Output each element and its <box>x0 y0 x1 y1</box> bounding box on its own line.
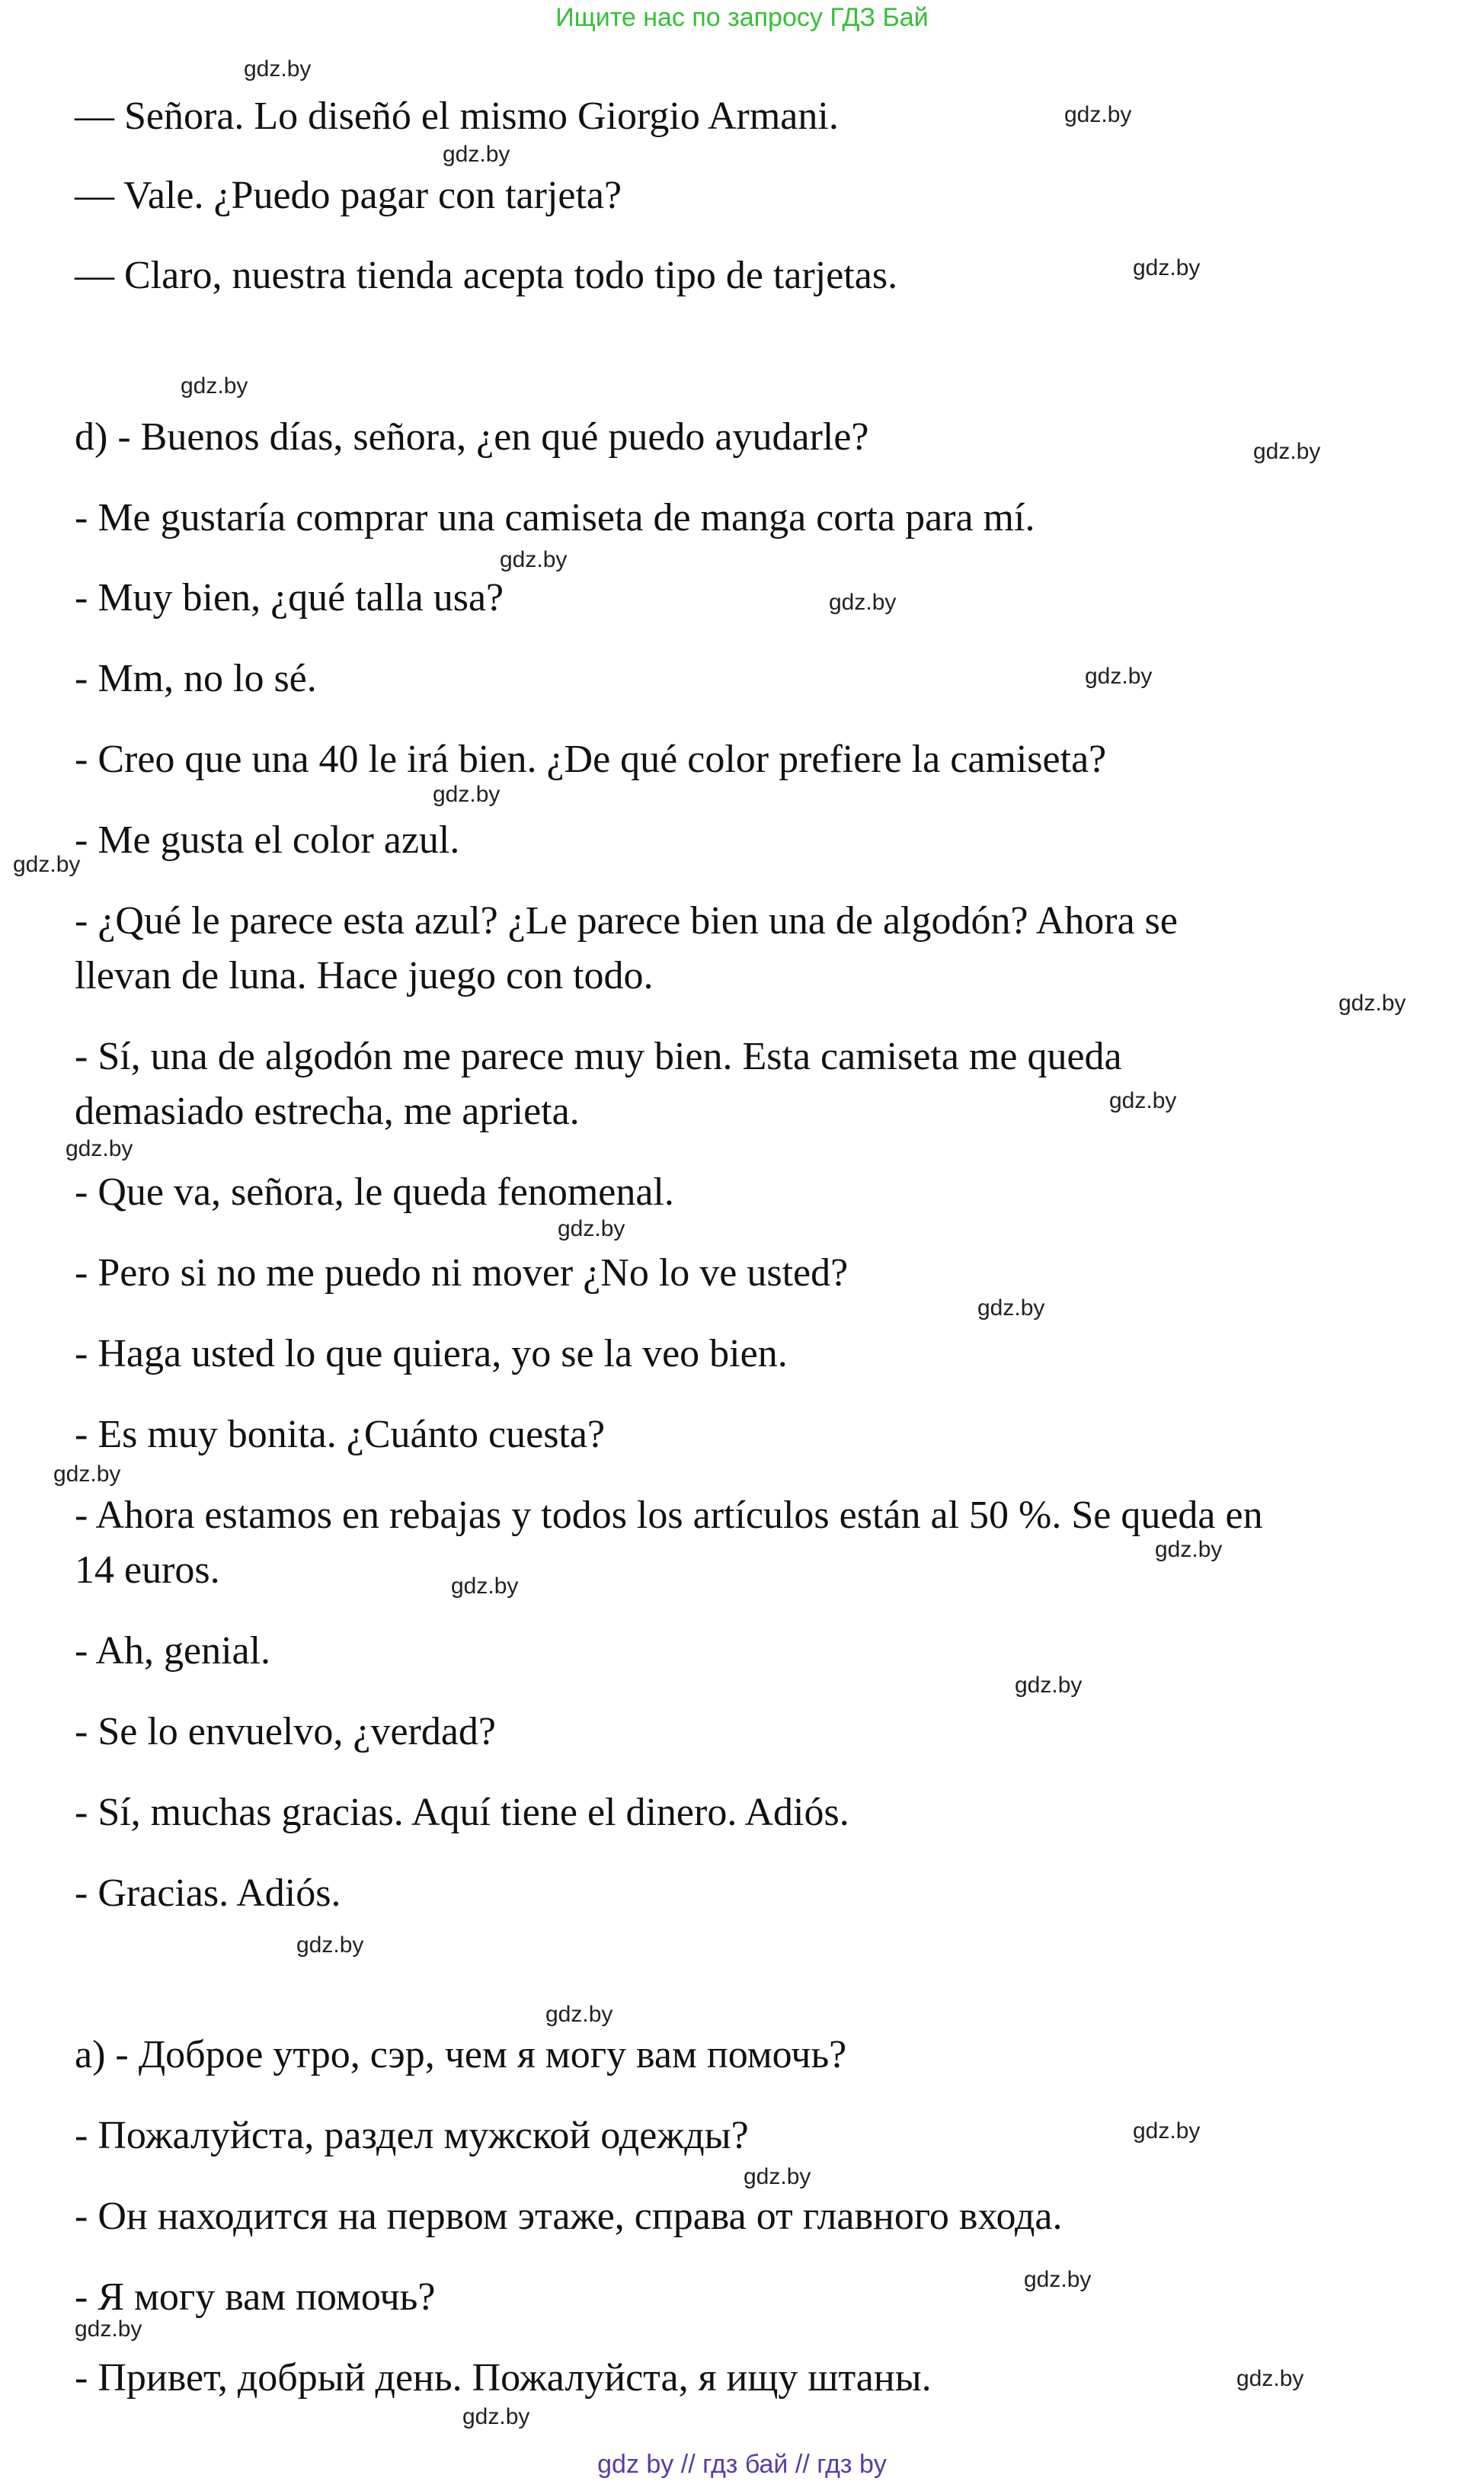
watermark: gdz.by <box>1085 664 1153 689</box>
watermark: gdz.by <box>1064 102 1132 127</box>
watermark: gdz.by <box>1015 1673 1083 1698</box>
dialogue-line: - Sí, muchas gracias. Aquí tiene el dinero. Adiós. <box>75 1791 849 1834</box>
watermark: gdz.by <box>1236 2366 1304 2391</box>
watermark: gdz.by <box>977 1295 1045 1321</box>
dialogue-line: - Es muy bonita. ¿Cuánto cuesta? <box>75 1413 606 1456</box>
watermark: gdz.by <box>500 547 568 572</box>
watermark: gdz.by <box>558 1216 625 1241</box>
dialogue-line: - Muy bien, ¿qué talla usa? <box>75 576 504 620</box>
dialogue-line: - Он находится на первом этаже, справа от главного входа. <box>75 2195 1063 2238</box>
watermark: gdz.by <box>1109 1088 1177 1113</box>
dialogue-line: - Ah, genial. <box>75 1629 271 1673</box>
watermark: gdz.by <box>744 2164 811 2189</box>
dialogue-line: 14 euros. <box>75 1548 220 1592</box>
dialogue-line: - Sí, una de algodón me parece muy bien. Esta camiseta me queda <box>75 1035 1122 1078</box>
dialogue-line: - Ahora estamos en rebajas y todos los artículos están al 50 %. Se queda en <box>75 1494 1263 1537</box>
watermark: gdz.by <box>1338 991 1406 1016</box>
watermark: gdz.by <box>545 2002 613 2027</box>
dialogue-line: llevan de luna. Hace juego con todo. <box>75 954 654 997</box>
dialogue-line: - Я могу вам помочь? <box>75 2275 436 2319</box>
watermark: gdz.by <box>53 1462 121 1487</box>
watermark: gdz.by <box>181 373 248 399</box>
watermark: gdz.by <box>451 1574 519 1599</box>
dialogue-line: demasiado estrecha, me aprieta. <box>75 1090 580 1133</box>
watermark: gdz.by <box>75 2317 142 2342</box>
watermark: gdz.by <box>13 852 81 877</box>
dialogue-line: — Señora. Lo diseñó el mismo Giorgio Armani. <box>75 94 839 138</box>
watermark: gdz.by <box>66 1136 133 1161</box>
watermark: gdz.by <box>1133 2118 1201 2144</box>
watermark: gdz.by <box>433 782 501 807</box>
dialogue-line: - Haga usted lo que quiera, yo se la veo bien. <box>75 1332 788 1375</box>
watermark: gdz.by <box>1253 439 1321 464</box>
dialogue-line: а) - Доброе утро, сэр, чем я могу вам помочь? <box>75 2033 847 2076</box>
dialogue-line: - Me gustaría comprar una camiseta de manga corta para mí. <box>75 496 1035 540</box>
watermark: gdz.by <box>296 1932 364 1958</box>
dialogue-line: — Claro, nuestra tienda acepta todo tipo de tarjetas. <box>75 254 898 297</box>
dialogue-line: - Que va, señora, le queda fenomenal. <box>75 1170 674 1214</box>
watermark: gdz.by <box>1133 255 1201 280</box>
watermark: gdz.by <box>1024 2267 1092 2292</box>
watermark: gdz.by <box>829 590 897 615</box>
dialogue-line: - Пожалуйста, раздел мужской одежды? <box>75 2114 749 2157</box>
watermark: gdz.by <box>1155 1537 1223 1562</box>
watermark: gdz.by <box>462 2404 530 2429</box>
dialogue-line: d) - Buenos días, señora, ¿en qué puedo ayudarle? <box>75 415 869 459</box>
dialogue-line: - Привет, добрый день. Пожалуйста, я ищу штаны. <box>75 2356 932 2400</box>
dialogue-line: — Vale. ¿Puedo pagar con tarjeta? <box>75 174 622 217</box>
dialogue-line: - Me gusta el color azul. <box>75 818 460 862</box>
watermark: gdz.by <box>244 56 312 82</box>
dialogue-line: - Creo que una 40 le irá bien. ¿De qué color prefiere la camiseta? <box>75 738 1107 781</box>
dialogue-line: - Pero si no me puedo ni mover ¿No lo ve usted? <box>75 1251 849 1295</box>
footer-banner[interactable]: gdz by // гдз бай // гдз by <box>597 2450 887 2479</box>
dialogue-line: - Se lo envuelvo, ¿verdad? <box>75 1710 497 1753</box>
watermark: gdz.by <box>443 142 510 167</box>
top-banner[interactable]: Ищите нас по запросу ГДЗ Бай <box>555 3 929 32</box>
dialogue-line: - Mm, no lo sé. <box>75 657 317 700</box>
dialogue-line: - Gracias. Adiós. <box>75 1871 341 1915</box>
dialogue-line: - ¿Qué le parece esta azul? ¿Le parece bien una de algodón? Ahora se <box>75 899 1178 943</box>
